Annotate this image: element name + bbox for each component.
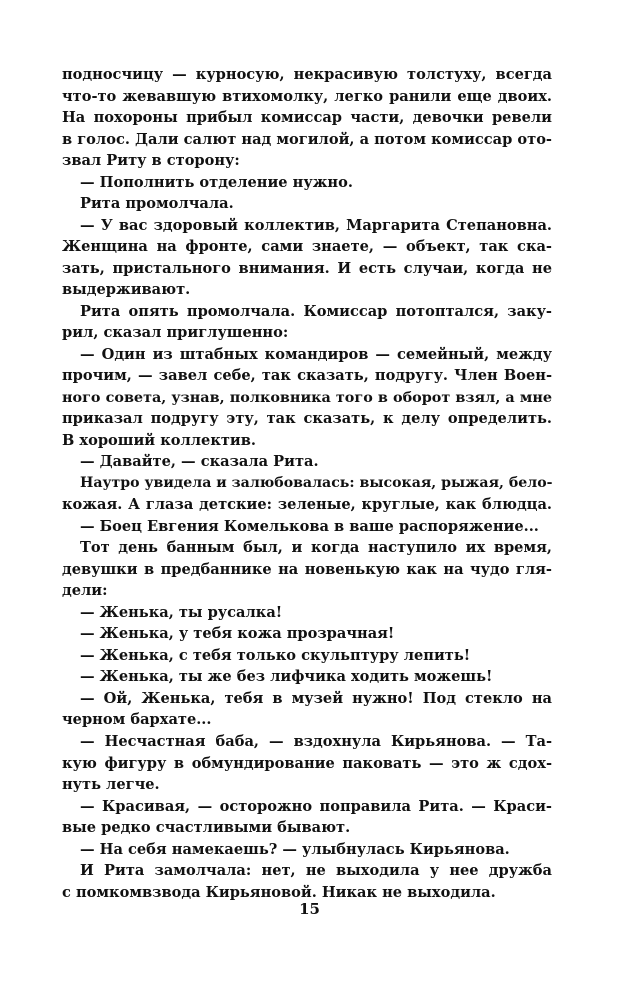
text-line: Рита промолчала. [80,195,234,213]
text-line: выдерживают. [62,281,191,299]
text-line: — Женька, у тебя кожа прозрачная! [80,625,395,643]
text-line: — Ой, Женька, тебя в музей нужно! Под стекло на [80,689,552,707]
text-line: что-то жевавшую втихомолку, легко ранили еще двоих. [62,87,552,105]
text-line: зать, пристального внимания. И есть случаи, когда не [62,259,552,277]
text-line: нуть легче. [62,776,160,794]
text-line: Женщина на фронте, сами знаете, — объект, так ска- [62,238,552,256]
text-line: вые редко счастливыми бывают. [62,819,351,837]
text-line: — Красивая, — осторожно поправила Рита. — Краси- [80,797,552,815]
text-line: — Боец Евгения Комелькова в ваше распоряжение... [80,517,539,535]
text-line: с помкомвзвода Кирьяновой. Никак не выходила. [62,883,496,901]
text-line: На похороны прибыл комиссар части, девочки ревели [62,109,552,127]
text-line: — У вас здоровый коллектив, Маргарита Степановна. [80,216,552,234]
page-number: 15 [299,900,320,918]
text-line: — Давайте, — сказала Рита. [80,453,319,471]
text-line: ного совета, узнав, полковника того в оборот взял, а мне [62,388,552,406]
text-line: Тот день банным был, и когда наступило их время, [80,539,552,557]
text-line: — Несчастная баба, — вздохнула Кирьянова. — Та- [80,732,552,750]
text-line: кожая. А глаза детские: зеленые, круглые, как блюдца. [62,496,552,514]
text-line: — Женька, ты русалка! [80,603,283,621]
text-line: Наутро увидела и залюбовалась: высокая, рыжая, бело- [80,474,553,491]
text-line: — Один из штабных командиров — семейный, между [80,345,552,363]
body-text [62,64,552,903]
text-line: В хороший коллектив. [62,431,256,449]
text-line: И Рита замолчала: нет, не выходила у нее дружба [80,862,552,880]
text-line: — Пополнить отделение нужно. [80,173,353,191]
text-line: — На себя намекаешь? — улыбнулась Кирьянова. [80,840,510,858]
text-line: кую фигуру в обмундирование паковать — это ж сдох- [62,754,552,772]
text-line: — Женька, ты же без лифчика ходить можешь! [80,668,493,686]
text-line: в голос. Дали салют над могилой, а потом комиссар ото- [62,130,552,148]
text-line: дели: [62,582,108,600]
text-line: звал Риту в сторону: [62,152,240,170]
text-line: девушки в предбаннике на новенькую как на чудо гля- [62,560,552,578]
text-line: подносчицу — курносую, некрасивую толстуху, всегда [62,66,552,83]
text-line: прочим, — завел себе, так сказать, подругу. Член Воен- [62,367,552,385]
text-line: — Женька, с тебя только скульптуру лепить! [80,646,471,664]
text-line: приказал подругу эту, так сказать, к делу определить. [62,410,552,428]
text-line: рил, сказал приглушенно: [62,324,289,342]
text-line: черном бархате... [62,711,212,729]
text-line: Рита опять промолчала. Комиссар потоптался, заку- [80,302,552,320]
